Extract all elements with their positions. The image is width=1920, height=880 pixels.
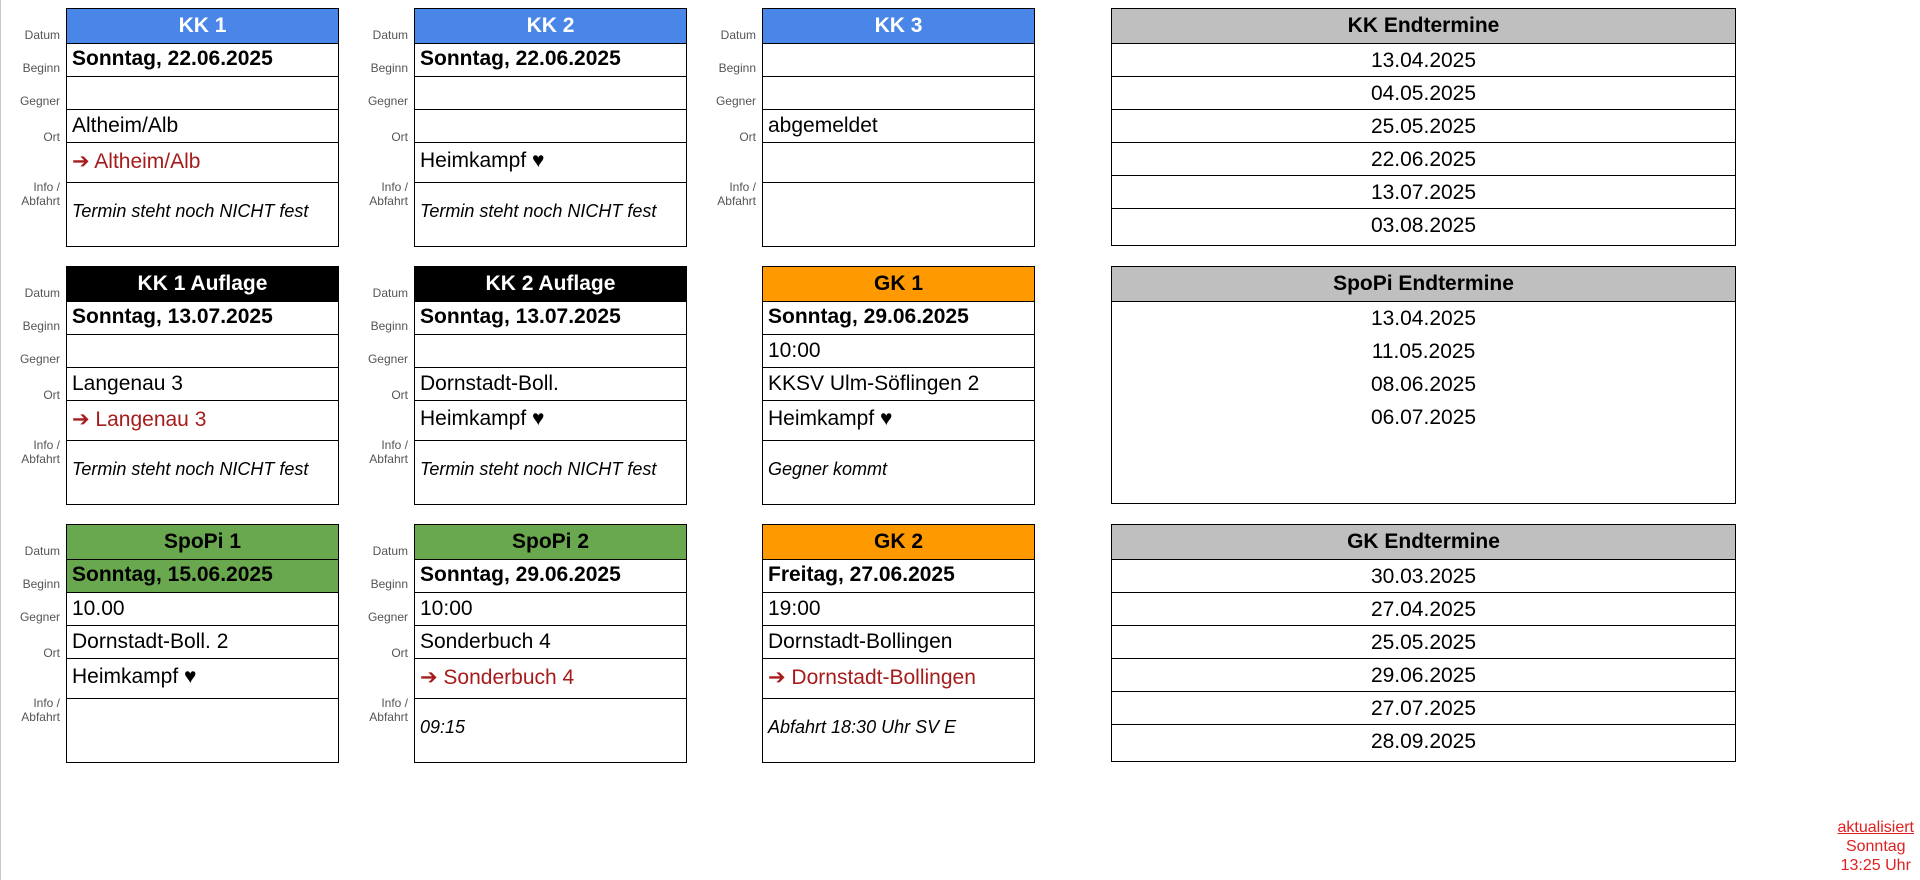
kk-end-dates-card bbox=[1111, 8, 1736, 246]
card-title: KK 3 bbox=[763, 9, 1034, 44]
spopi-end-dates-title: SpoPi Endtermine bbox=[1112, 267, 1735, 302]
end-date-item: 04.05.2025 bbox=[1112, 77, 1735, 110]
card-title: SpoPi 1 bbox=[67, 525, 338, 560]
opponent-value: Langenau 3 bbox=[72, 372, 183, 395]
place-value: Heimkampf ♥ bbox=[420, 407, 545, 430]
opponent-value: Dornstadt-Boll. bbox=[420, 372, 559, 395]
date-value: Sonntag, 29.06.2025 bbox=[420, 563, 621, 586]
card-title: KK 2 Auflage bbox=[415, 267, 686, 302]
label-info: Info / Abfahrt bbox=[717, 180, 756, 208]
opponent-value: KKSV Ulm-Söflingen 2 bbox=[768, 372, 980, 395]
info-value: 09:15 bbox=[420, 717, 466, 737]
begin-value: 10.00 bbox=[72, 597, 125, 620]
place-link[interactable]: ➔ Dornstadt-Bollingen bbox=[768, 666, 976, 689]
info-value: Termin steht noch NICHT fest bbox=[420, 201, 657, 221]
label-place: Ort bbox=[739, 130, 756, 144]
label-date: Datum bbox=[372, 286, 408, 300]
place-link[interactable]: ➔ Langenau 3 bbox=[72, 408, 207, 431]
updated-link[interactable]: aktualisiert bbox=[1837, 819, 1914, 836]
end-date-item: 13.07.2025 bbox=[1112, 176, 1735, 209]
label-date: Datum bbox=[720, 28, 756, 42]
place-value: Heimkampf ♥ bbox=[420, 149, 545, 172]
date-value: Sonntag, 13.07.2025 bbox=[420, 305, 621, 328]
end-date-item: 11.05.2025 bbox=[1371, 340, 1476, 363]
card-gk2 bbox=[762, 524, 1035, 763]
opponent-value: Altheim/Alb bbox=[72, 114, 179, 137]
label-begin: Beginn bbox=[718, 61, 756, 75]
gk-end-dates-title: GK Endtermine bbox=[1112, 525, 1735, 560]
info-value: Abfahrt 18:30 Uhr SV E bbox=[768, 717, 957, 737]
label-info: Info / Abfahrt bbox=[369, 180, 408, 208]
place-link[interactable]: ➔ Altheim/Alb bbox=[72, 150, 201, 173]
label-place: Ort bbox=[391, 130, 408, 144]
card-title: GK 1 bbox=[763, 267, 1034, 302]
date-value: Freitag, 27.06.2025 bbox=[768, 563, 955, 586]
begin-value: 19:00 bbox=[768, 597, 821, 620]
end-date-item: 27.07.2025 bbox=[1112, 692, 1735, 725]
label-date: Datum bbox=[372, 28, 408, 42]
label-place: Ort bbox=[43, 646, 60, 660]
label-place: Ort bbox=[43, 130, 60, 144]
label-info: Info / Abfahrt bbox=[21, 180, 60, 208]
label-opponent: Gegner bbox=[715, 94, 756, 108]
info-value: Termin steht noch NICHT fest bbox=[72, 459, 309, 479]
label-begin: Beginn bbox=[22, 577, 60, 591]
label-opponent: Gegner bbox=[19, 352, 60, 366]
label-place: Ort bbox=[391, 646, 408, 660]
card-gk1 bbox=[762, 266, 1035, 505]
card-title: SpoPi 2 bbox=[415, 525, 686, 560]
card-title: GK 2 bbox=[763, 525, 1034, 560]
date-value: Sonntag, 29.06.2025 bbox=[768, 305, 969, 328]
end-date-item: 22.06.2025 bbox=[1112, 143, 1735, 176]
update-stamp bbox=[1838, 818, 1914, 875]
label-date: Datum bbox=[24, 544, 60, 558]
info-value: Gegner kommt bbox=[768, 459, 888, 479]
end-date-item: 27.04.2025 bbox=[1112, 593, 1735, 626]
label-info: Info / Abfahrt bbox=[21, 696, 60, 724]
end-date-item: 28.09.2025 bbox=[1370, 730, 1477, 753]
begin-value: 10:00 bbox=[768, 339, 821, 362]
label-opponent: Gegner bbox=[367, 610, 408, 624]
kk-end-dates-title: KK Endtermine bbox=[1112, 9, 1735, 44]
label-place: Ort bbox=[391, 388, 408, 402]
card-kk3 bbox=[762, 8, 1035, 247]
card-kk1 bbox=[66, 8, 339, 247]
end-date-item: 06.07.2025 bbox=[1370, 406, 1477, 429]
label-begin: Beginn bbox=[22, 61, 60, 75]
updated-day: Sonntag bbox=[1845, 838, 1906, 855]
card-spopi2 bbox=[414, 524, 687, 763]
date-value: Sonntag, 22.06.2025 bbox=[420, 47, 621, 70]
end-date-item: 13.04.2025 bbox=[1112, 44, 1735, 77]
opponent-value: abgemeldet bbox=[768, 114, 878, 137]
label-opponent: Gegner bbox=[19, 610, 60, 624]
date-value: Sonntag, 13.07.2025 bbox=[72, 305, 273, 328]
card-kk2-auflage bbox=[414, 266, 687, 505]
begin-value: 10:00 bbox=[420, 597, 473, 620]
label-date: Datum bbox=[24, 28, 60, 42]
end-date-item: 08.06.2025 bbox=[1370, 373, 1477, 396]
label-opponent: Gegner bbox=[367, 352, 408, 366]
card-title: KK 1 Auflage bbox=[67, 267, 338, 302]
end-date-item: 30.03.2025 bbox=[1112, 560, 1735, 593]
card-title: KK 2 bbox=[415, 9, 686, 44]
kk-end-dates-list bbox=[1112, 44, 1735, 245]
opponent-value: Sonderbuch 4 bbox=[420, 630, 551, 653]
card-kk2 bbox=[414, 8, 687, 247]
label-date: Datum bbox=[372, 544, 408, 558]
label-opponent: Gegner bbox=[367, 94, 408, 108]
card-kk1-auflage bbox=[66, 266, 339, 505]
info-value: Termin steht noch NICHT fest bbox=[420, 459, 657, 479]
label-info: Info / Abfahrt bbox=[369, 696, 408, 724]
opponent-value: Dornstadt-Boll. 2 bbox=[72, 630, 229, 653]
gk-end-dates-card bbox=[1111, 524, 1736, 762]
label-opponent: Gegner bbox=[19, 94, 60, 108]
info-value: Termin steht noch NICHT fest bbox=[72, 201, 309, 221]
end-date-item: 13.04.2025 bbox=[1370, 307, 1477, 330]
label-begin: Beginn bbox=[22, 319, 60, 333]
spopi-end-dates-list bbox=[1112, 302, 1735, 503]
label-info: Info / Abfahrt bbox=[369, 438, 408, 466]
gk-end-dates-list bbox=[1112, 560, 1735, 761]
end-date-item: 25.05.2025 bbox=[1112, 626, 1735, 659]
label-begin: Beginn bbox=[370, 319, 408, 333]
label-date: Datum bbox=[24, 286, 60, 300]
spopi-end-dates-card bbox=[1111, 266, 1736, 504]
date-value: Sonntag, 15.06.2025 bbox=[72, 563, 273, 586]
end-date-item: 25.05.2025 bbox=[1112, 110, 1735, 143]
card-title: KK 1 bbox=[67, 9, 338, 44]
label-place: Ort bbox=[43, 388, 60, 402]
end-date-item: 29.06.2025 bbox=[1112, 659, 1735, 692]
opponent-value: Dornstadt-Bollingen bbox=[768, 630, 953, 653]
label-begin: Beginn bbox=[370, 61, 408, 75]
place-value: Heimkampf ♥ bbox=[768, 407, 893, 430]
label-info: Info / Abfahrt bbox=[21, 438, 60, 466]
updated-time: 13:25 Uhr bbox=[1840, 857, 1911, 874]
label-begin: Beginn bbox=[370, 577, 408, 591]
place-value: Heimkampf ♥ bbox=[72, 665, 197, 688]
end-date-item: 03.08.2025 bbox=[1370, 214, 1477, 237]
place-link[interactable]: ➔ Sonderbuch 4 bbox=[420, 666, 575, 689]
date-value: Sonntag, 22.06.2025 bbox=[72, 47, 273, 70]
card-spopi1 bbox=[66, 524, 339, 763]
